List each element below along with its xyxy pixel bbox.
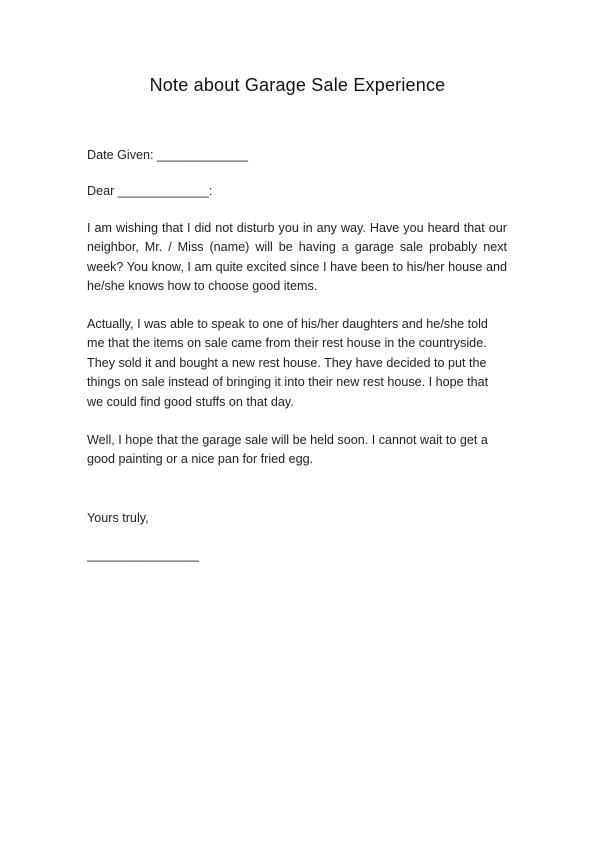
- signature-line: ________________: [87, 548, 200, 562]
- paragraph-conclusion: Well, I hope that the garage sale will be held soon. I cannot wait to get a good painting or a nice pan for fried egg.: [87, 433, 488, 467]
- salutation: Dear _____________:: [87, 184, 213, 198]
- date-given-line: Date Given: _____________: [87, 148, 249, 162]
- paragraph-intro: I am wishing that I did not disturb you in any way. Have you heard that our neighbor, Mr. / Miss (name) will be having a garage sale probably next week? You know, I am quite excited since I have been to his/her house and he/she knows how to choose good items.: [87, 221, 507, 294]
- paragraph-details: Actually, I was able to speak to one of his/her daughters and he/she told me that the items on sale came from their rest house in the countryside. They sold it and bought a new rest house. They have decided to put the things on sale instead of bringing it into their new rest house. I hope that we could find good stuffs on that day.: [87, 317, 489, 409]
- closing: Yours truly,: [87, 511, 149, 525]
- document-title: Note about Garage Sale Experience: [149, 75, 446, 95]
